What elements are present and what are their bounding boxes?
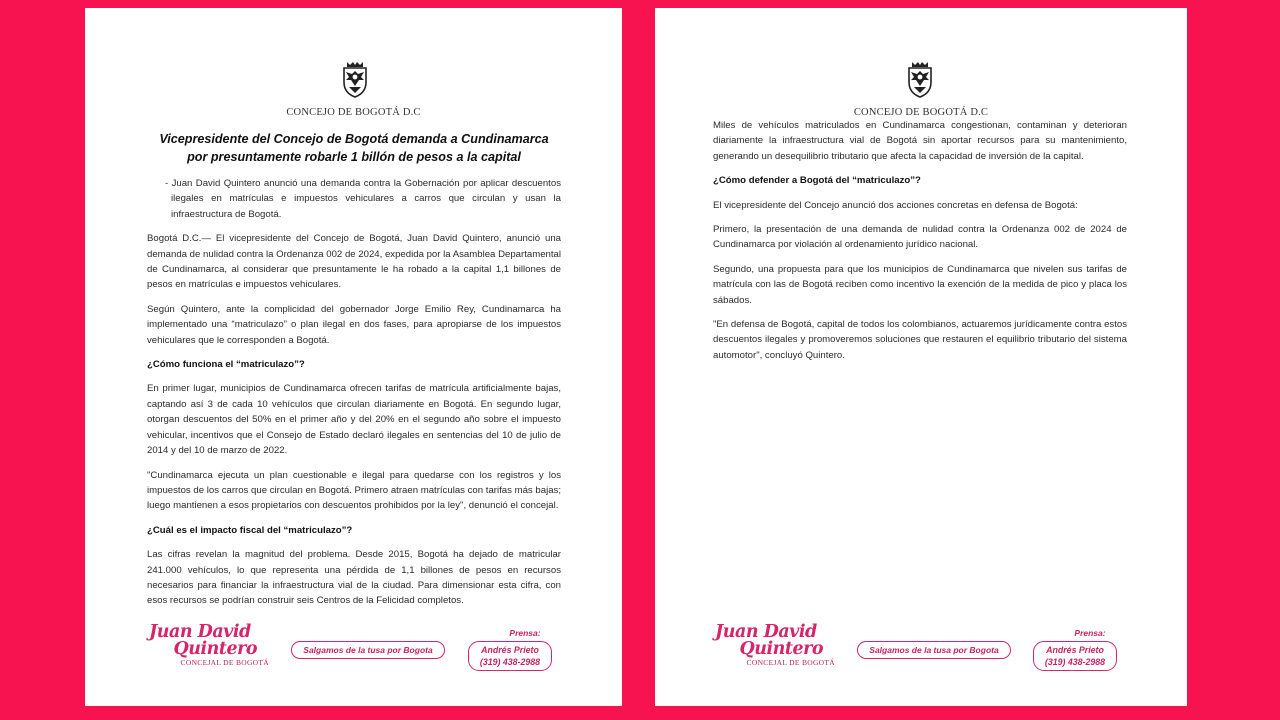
page-footer: [655, 622, 1187, 682]
document-page-2: [655, 8, 1187, 706]
section-heading: ¿Cómo funciona el “matriculazo”?: [147, 359, 305, 371]
council-name: CONCEJO DE BOGOTÁ D.C: [286, 107, 421, 118]
paragraph: En primer lugar, municipios de Cundinamarca ofrecen tarifas de matrícula artificialmente bajas, captando así 3 de cada 10 vehículos que circulan diariamente en Bogotá. En segundo lugar, otorgan descuentos del 50% en el primer año y del 20% en el segundo año sobre el impuesto vehicular, incentivos que el Consejo de Estado declaró ilegales en sentencias del 10 de julio de 2014 y del 10 de marzo de 2022.: [147, 383, 561, 457]
press-phone: (319) 438-2988: [479, 657, 541, 667]
press-name: Andrés Prieto: [481, 645, 539, 655]
press-contact: [468, 641, 552, 671]
press-label: Prensa:: [509, 628, 541, 638]
page-footer: [85, 622, 622, 682]
paragraph: "Cundinamarca ejecuta un plan cuestionable e ilegal para quedarse con los registros y los impuestos de los carros que circulan en Bogotá. Primero atraen matrículas con tarifas más bajas; luego mantienen a esos propietarios con descuentos prohibidos por la ley", denunció el concejal.: [147, 469, 561, 512]
logo-subtitle: CONCEJAL DE BOGOTÁ: [180, 658, 269, 667]
logo-line-1: Juan David: [715, 622, 817, 642]
press-phone: (319) 438-2988: [1044, 657, 1106, 667]
logo-line-1: Juan David: [149, 622, 251, 642]
quintero-logo: [149, 624, 269, 668]
headline: Vicepresidente del Concejo de Bogotá demanda a Cundinamarca por presuntamente robarle 1 billón de pesos a la capital: [159, 132, 549, 164]
logo-subtitle: CONCEJAL DE BOGOTÁ: [746, 658, 835, 667]
slogan-badge: Salgamos de la tusa por Bogota: [857, 641, 1011, 659]
press-contact: [1033, 641, 1117, 671]
section-heading: ¿Cuál es el impacto fiscal del “matriculazo”?: [147, 524, 353, 536]
press-label: Prensa:: [1074, 628, 1106, 638]
logo-line-2: Quintero: [173, 639, 257, 659]
paragraph: Según Quintero, ante la complicidad del gobernador Jorge Emilio Rey, Cundinamarca ha implementado una “matriculazo” o plan ilegal en dos fases, para apropiarse de los impuestos vehiculares que le corresponden a Bogotá.: [147, 303, 561, 346]
paragraph: "En defensa de Bogotá, capital de todos los colombianos, actuaremos jurídicamente contra estos descuentos ilegales y promoveremos soluciones que restauren el equilibrio tributario del sistema automotor", concluyó Quintero.: [713, 319, 1127, 361]
paragraph: Las cifras revelan la magnitud del problema. Desde 2015, Bogotá ha dejado de matricular 241.000 vehículos, lo que representa una pérdida de 1,1 billones de pesos en recursos necesarios para financiar la infraestructura vial de la ciudad. Para dimensionar esta cifra, con esos recursos se podrían construir seis Centros de la Felicidad completos.: [147, 549, 561, 607]
council-name: CONCEJO DE BOGOTÁ D.C: [853, 107, 989, 118]
press-name: Andrés Prieto: [1046, 645, 1104, 655]
paragraph: Bogotá D.C.— El vicepresidente del Concejo de Bogotá, Juan David Quintero, anunció una demanda de nulidad contra la Ordenanza 002 de 2024, expedida por la Asamblea Departamental de Cundinamarca, al considerar que presuntamente le ha robado a la capital 1,1 billones de pesos en matrículas e impuestos vehiculares.: [147, 233, 561, 291]
paragraph: Segundo, una propuesta para que los municipios de Cundinamarca que nivelen sus tarifas de matrícula con las de Bogotá reciben como incentivo la exención de la medida de pico y placa los sábados.: [713, 263, 1127, 306]
summary-bullet: - Juan David Quintero anunció una demanda contra la Gobernación por aplicar descuentos ilegales en matrículas e impuestos vehiculares a carros que circulan y usan la infraestructura de Bogotá.: [165, 178, 561, 220]
document-body: [713, 118, 1127, 372]
quintero-logo: [715, 624, 835, 668]
paragraph: Miles de vehículos matriculados en Cundinamarca congestionan, contaminan y deterioran diariamente la infraestructura vial de Bogotá sin aportar recursos para su mantenimiento, generando un desequilibrio tributario que afecta la capacidad de inversión de la capital.: [713, 120, 1127, 162]
slogan-badge: Salgamos de la tusa por Bogota: [291, 641, 445, 659]
coat-of-arms-icon: [903, 60, 937, 98]
document-body: [147, 130, 561, 618]
section-heading: ¿Cómo defender a Bogotá del “matriculazo”?: [713, 175, 921, 187]
document-page-1: [85, 8, 622, 706]
paragraph: El vicepresidente del Concejo anunció dos acciones concretas en defensa de Bogotá:: [713, 199, 1078, 211]
paragraph: Primero, la presentación de una demanda de nulidad contra la Ordenanza 002 de 2024 de Cundinamarca por violación al ordenamiento jurídico nacional.: [713, 224, 1127, 251]
coat-of-arms-icon: [338, 60, 372, 98]
logo-line-2: Quintero: [739, 639, 823, 659]
